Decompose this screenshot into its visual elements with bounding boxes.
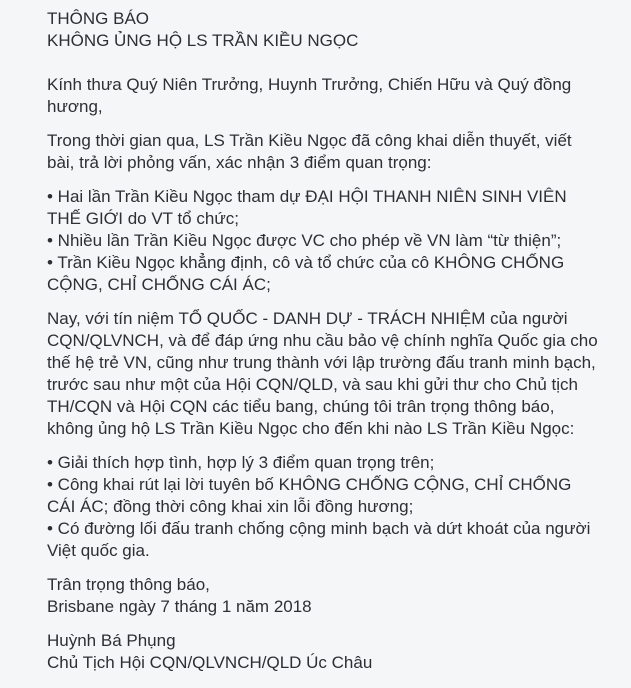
greeting-paragraph: Kính thưa Quý Niên Trưởng, Huynh Trưởng, Chiến Hữu và Quý đồng hương,	[47, 75, 572, 116]
document-subject: KHÔNG ỦNG HỘ LS TRẦN KIỀU NGỌC	[47, 31, 359, 50]
place-date: Brisbane ngày 7 tháng 1 năm 2018	[47, 597, 312, 616]
document-heading: THÔNG BÁO	[47, 9, 150, 28]
intro-paragraph: Trong thời gian qua, LS Trần Kiều Ngọc đã công khai diễn thuyết, viết bài, trả lời phỏng vấn, xác nhận 3 điểm quan trọng:	[47, 131, 572, 172]
list-item: • Trần Kiều Ngọc khẳng định, cô và tổ chức của cô KHÔNG CHỐNG CỘNG, CHỈ CHỐNG CÁI ÁC;	[47, 253, 565, 294]
signer-title: Chủ Tịch Hội CQN/QLVNCH/QLD Úc Châu	[47, 653, 373, 672]
list-item: • Công khai rút lại lời tuyên bố KHÔNG CHỐNG CỘNG, CHỈ CHỐNG CÁI ÁC; đồng thời công khai xin lỗi đồng hương;	[47, 475, 572, 516]
points-list	[47, 186, 601, 296]
demands-list	[47, 452, 601, 562]
closing-line: Trân trọng thông báo,	[47, 575, 210, 594]
list-item: • Có đường lối đấu tranh chống cộng minh bạch và dứt khoát của người Việt quốc gia.	[47, 519, 591, 560]
signer-name: Huỳnh Bá Phụng	[47, 631, 176, 650]
statement-paragraph: Nay, với tín niệm TỔ QUỐC - DANH DỰ - TRÁCH NHIỆM của người CQN/QLVNCH, và để đáp ứng nhu cầu bảo vệ chính nghĩa Quốc gia cho thế hệ trẻ VN, cũng như trung thành với lập trường đấu tranh minh bạch, trước sau như một của Hội CQN/QLD, và sau khi gửi thư cho Chủ tịch TH/CQN và Hội CQN các tiểu bang, chúng tôi trân trọng thông báo, không ủng hộ LS Trần Kiều Ngọc cho đến khi nào LS Trần Kiều Ngọc:	[47, 309, 598, 438]
list-item: • Giải thích hợp tình, hợp lý 3 điểm quan trọng trên;	[47, 453, 435, 472]
list-item: • Hai lần Trần Kiều Ngọc tham dự ĐẠI HỘI THANH NIÊN SINH VIÊN THẾ GIỚI do VT tổ chức;	[47, 187, 567, 228]
list-item: • Nhiều lần Trần Kiều Ngọc được VC cho phép về VN làm “từ thiện”;	[47, 231, 562, 250]
